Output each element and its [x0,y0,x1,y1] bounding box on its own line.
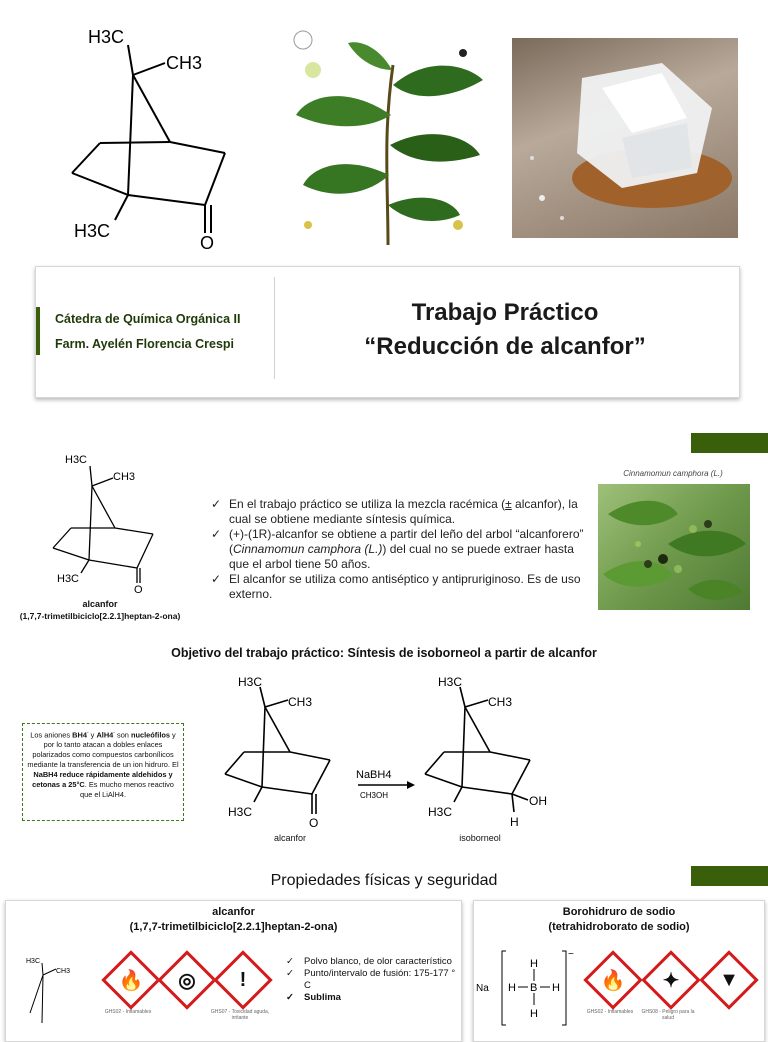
intro-bullet-3: ✓ El alcanfor se utiliza como antiséptico y antipruriginoso. Es de uso externo. [211,572,591,602]
reagent-label: NaBH4 [356,769,392,781]
camphor-tree-leaves-photo [598,484,750,610]
h3c-bottom-label: H3C [74,221,111,241]
objective-heading: Objetivo del trabajo práctico: Síntesis de isoborneol a partir de alcanfor [171,646,597,660]
photo-caption: Cinnamomun camphora (L.) [623,469,723,478]
product-h3c-top: H3C [438,675,463,689]
borohydride-structure [476,947,581,1027]
h3c-top-label: H3C [88,27,125,47]
product-ch3: CH3 [488,695,513,709]
reactant-label: alcanfor [273,833,307,843]
title-line-2: “Reducción de alcanfor” [364,333,646,360]
solvent-label: CH3OH [360,791,389,800]
product-label: isoborneol [459,833,501,843]
product-h: H [510,815,519,829]
camphor-property-1: ✓ Polvo blanco, de olor característico [286,956,456,968]
author-name: Farm. Ayelén Florencia Crespi [55,337,234,351]
borohydride-card-subtitle: (tetrahidroborato de sodio) [548,921,690,933]
camphor-crystals-photo [512,38,738,238]
intro-bullets [211,497,591,602]
section-accent-bar-1 [691,433,768,453]
ch3-label-small: CH3 [113,471,136,483]
intro-bullet-1: ✓ En el trabajo práctico se utiliza la mezcla racémica (± alcanfor), la cual se obtiene mediante síntesis química. [211,497,591,527]
ghs-health-pictogram [641,950,700,1009]
health-hazard-icon: ✦ [662,969,680,992]
ghs-flame-caption: GHS02 - Inflamables [104,1009,152,1015]
reaction-scheme [220,672,570,852]
flame-icon: 🔥 [118,969,144,992]
flame-icon: 🔥 [600,969,626,992]
camphor-structure-card [18,953,78,1025]
h3c-top-label-small: H3C [65,454,88,466]
intro-bullet-2: ✓ (+)-(1R)-alcanfor se obtiene a partir del leño del arbol “alcanforero” (Cinnamomun camphora (L.)) del cual no se puede extraer hasta que el arbol tiene 50 años. [211,527,591,572]
hydrogen-right: H [552,982,560,994]
reactant-oxygen: O [309,816,319,830]
ghs-health-caption: GHS08 - Peligro para la salud [641,1009,695,1021]
hydrogen-left: H [508,982,516,994]
chair-name: Cátedra de Química Orgánica II [55,312,241,326]
hydrogen-top: H [530,958,538,970]
camphor-structure-small [45,448,165,598]
title-line-1: Trabajo Práctico [411,299,599,326]
camphor-property-2: ✓ Punto/intervalo de fusión: 175-177 ° C [286,968,456,992]
cinnamomum-plant-illustration [288,25,488,247]
camphor-structure-large [60,15,240,255]
corrosion-icon: ▼ [719,968,739,991]
card-h3c-label: H3C [26,958,41,965]
ghs-flame-pictogram [101,950,160,1009]
charge-minus: − [568,949,574,960]
camphor-card-title: alcanfor [212,906,255,918]
ch3-label: CH3 [166,53,203,73]
title-card [35,266,740,398]
camphor-properties-list [286,956,456,1004]
ghs-flame-caption-2: GHS02 - Inflamables [586,1009,634,1015]
hydride-note: Los aniones BH4- y AlH4- son nucleófilos y por lo tanto atacan a dobles enlaces polarizados como compuestos carbonílicos mediante la transferencia de un ion hidruro. El NaBH4 reduce rápidamente aldehidos y cetonas a 25°C. Es mucho menos reactivo que el LiAlH4. [22,723,184,821]
ghs-exclamation-caption: GHS07 - Toxicidad aguda, irritante [210,1009,270,1021]
boron-label: B [530,982,538,994]
flame-over-circle-icon: ◎ [178,969,196,992]
oxygen-label: O [200,233,215,253]
properties-heading: Propiedades físicas y seguridad [270,872,498,889]
h3c-bottom-label-small: H3C [57,573,80,585]
sodium-label: Na [476,983,489,994]
molecule-iupac: (1,7,7-trimetilbiciclo[2.2.1]heptan-2-ona) [19,611,181,621]
title-divider [274,277,275,379]
camphor-card-subtitle: (1,7,7-trimetilbiciclo[2.2.1]heptan-2-ona) [129,921,338,933]
title-card-accent [36,307,40,355]
hydrogen-bottom: H [530,1008,538,1020]
ghs-exclamation-pictogram [213,950,272,1009]
ghs-corrosive-pictogram [699,950,758,1009]
product-oh: OH [529,794,547,808]
camphor-property-3: ✓ Sublima [286,992,456,1004]
product-h3c-bottom: H3C [428,805,453,819]
reactant-h3c-top: H3C [238,675,263,689]
exclamation-icon: ! [239,968,247,991]
card-ch3-label: CH3 [56,968,71,975]
reactant-ch3: CH3 [288,695,313,709]
borohydride-properties-card [473,900,765,1042]
molecule-name: alcanfor [82,599,118,609]
reactant-h3c-bottom: H3C [228,805,253,819]
ghs-flame-pictogram-2 [583,950,642,1009]
borohydride-card-title: Borohidruro de sodio [562,906,676,918]
camphor-properties-card [5,900,462,1042]
section-accent-bar-2 [691,866,768,886]
ghs-oxidizer-pictogram [157,950,216,1009]
oxygen-label-small: O [134,584,143,596]
